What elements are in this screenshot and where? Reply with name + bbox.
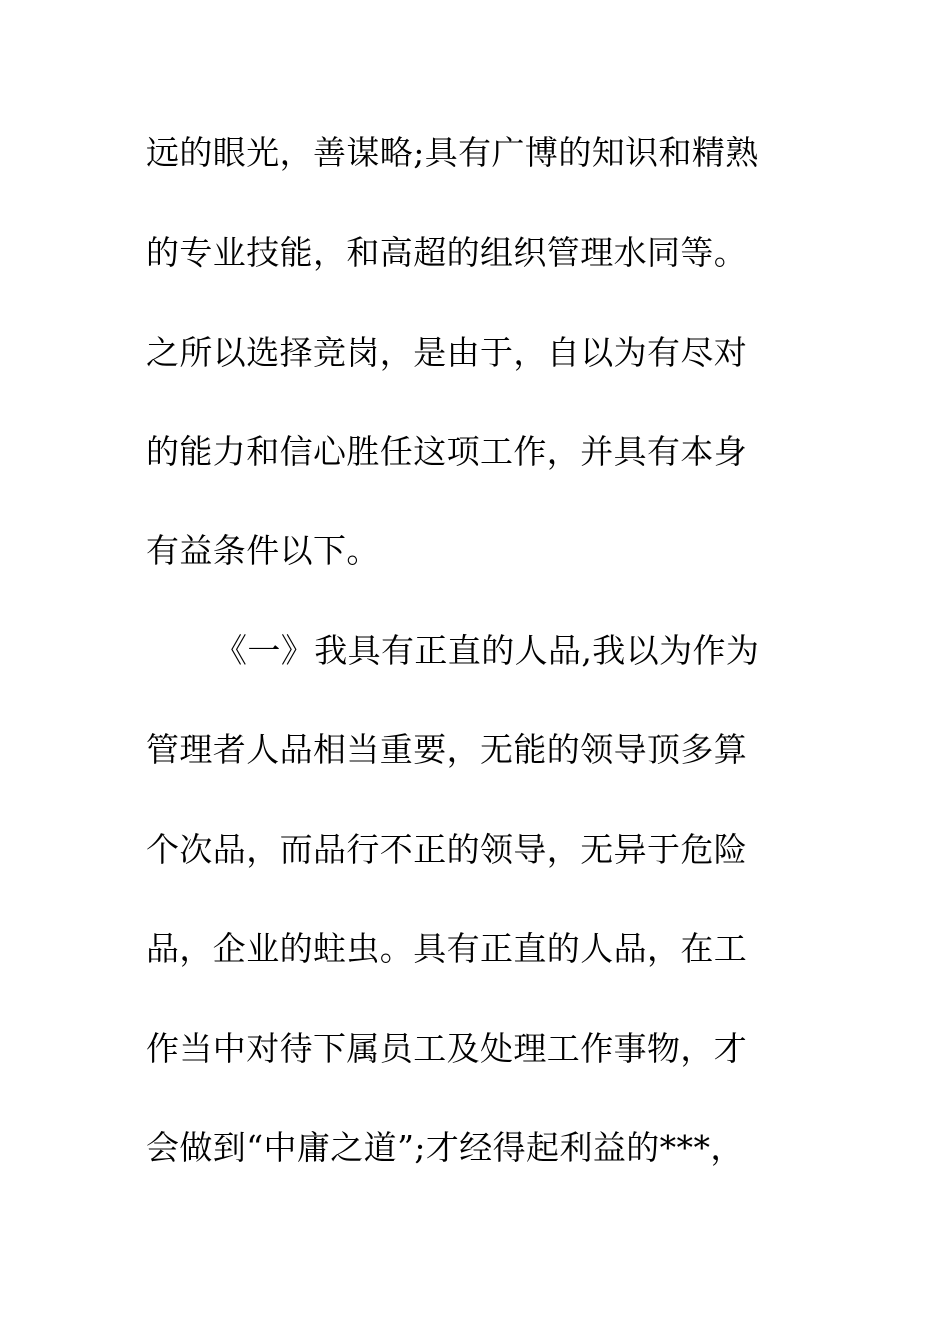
paragraph-heading-line: 《一》我具有正直的人品,我以为作为 <box>214 631 760 670</box>
text-line-1: 远的眼光，善谋略;具有广博的知识和精熟 <box>146 133 759 172</box>
text-line-4: 的能力和信心胜任这项工作，并具有本身 <box>146 432 748 471</box>
text-line-10: 作当中对待下属员工及处理工作事物，才 <box>146 1029 748 1068</box>
text-line-7: 管理者人品相当重要，无能的领导顶多算 <box>146 730 748 769</box>
text-line-2: 的专业技能，和高超的组织管理水同等。 <box>146 233 748 272</box>
text-line-5: 有益条件以下。 <box>146 531 380 570</box>
text-line-8: 个次品，而品行不正的领导，无异于危险 <box>146 830 748 869</box>
text-line-11: 会做到“中庸之道”;才经得起利益的***， <box>146 1128 744 1167</box>
text-line-9: 品，企业的蛀虫。具有正直的人品，在工 <box>146 929 748 968</box>
text-line-3: 之所以选择竞岗，是由于，自以为有尽对 <box>146 333 748 372</box>
